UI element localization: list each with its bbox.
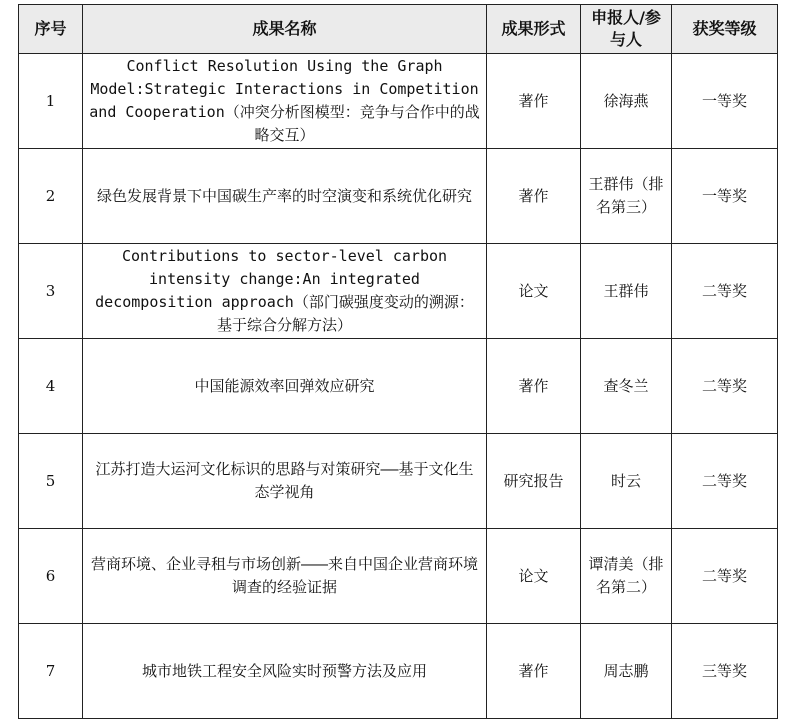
header-index: 序号 [19,5,83,54]
awards-table [18,4,778,719]
row-index: 5 [19,434,83,529]
row-award: 二等奖 [672,244,778,339]
row-form: 著作 [487,149,581,244]
row-title: 城市地铁工程安全风险实时预警方法及应用 [83,624,487,719]
row-title: Contributions to sector-level carbon intensity change:An integrated decomposition approach（部门碳强度变动的溯源：基于综合分解方法） [83,244,487,339]
row-applicant: 谭清美（排名第二） [581,529,672,624]
row-index: 4 [19,339,83,434]
row-award: 三等奖 [672,624,778,719]
table-row [19,339,778,434]
row-index: 3 [19,244,83,339]
row-title: 营商环境、企业寻租与市场创新———来自中国企业营商环境调查的经验证据 [83,529,487,624]
table-row [19,624,778,719]
row-applicant: 时云 [581,434,672,529]
table-row [19,54,778,149]
row-form: 论文 [487,244,581,339]
header-award: 获奖等级 [672,5,778,54]
row-index: 6 [19,529,83,624]
row-applicant: 王群伟（排名第三） [581,149,672,244]
row-award: 二等奖 [672,529,778,624]
row-applicant: 周志鹏 [581,624,672,719]
header-form: 成果形式 [487,5,581,54]
row-award: 一等奖 [672,54,778,149]
row-index: 7 [19,624,83,719]
row-title: 绿色发展背景下中国碳生产率的时空演变和系统优化研究 [83,149,487,244]
row-form: 研究报告 [487,434,581,529]
header-title: 成果名称 [83,5,487,54]
row-award: 二等奖 [672,339,778,434]
row-applicant: 徐海燕 [581,54,672,149]
row-applicant: 查冬兰 [581,339,672,434]
row-form: 论文 [487,529,581,624]
row-index: 1 [19,54,83,149]
row-index: 2 [19,149,83,244]
header-row [19,5,778,54]
row-title: Conflict Resolution Using the Graph Model:Strategic Interactions in Competition and Cooperation（冲突分析图模型：竞争与合作中的战略交互） [83,54,487,149]
header-applicant: 申报人/参与人 [581,5,672,54]
table-row [19,244,778,339]
row-title: 中国能源效率回弹效应研究 [83,339,487,434]
row-applicant: 王群伟 [581,244,672,339]
row-award: 一等奖 [672,149,778,244]
table-row [19,529,778,624]
table-row [19,434,778,529]
row-title: 江苏打造大运河文化标识的思路与对策研究——基于文化生态学视角 [83,434,487,529]
row-award: 二等奖 [672,434,778,529]
row-form: 著作 [487,54,581,149]
row-form: 著作 [487,339,581,434]
row-form: 著作 [487,624,581,719]
table-row [19,149,778,244]
